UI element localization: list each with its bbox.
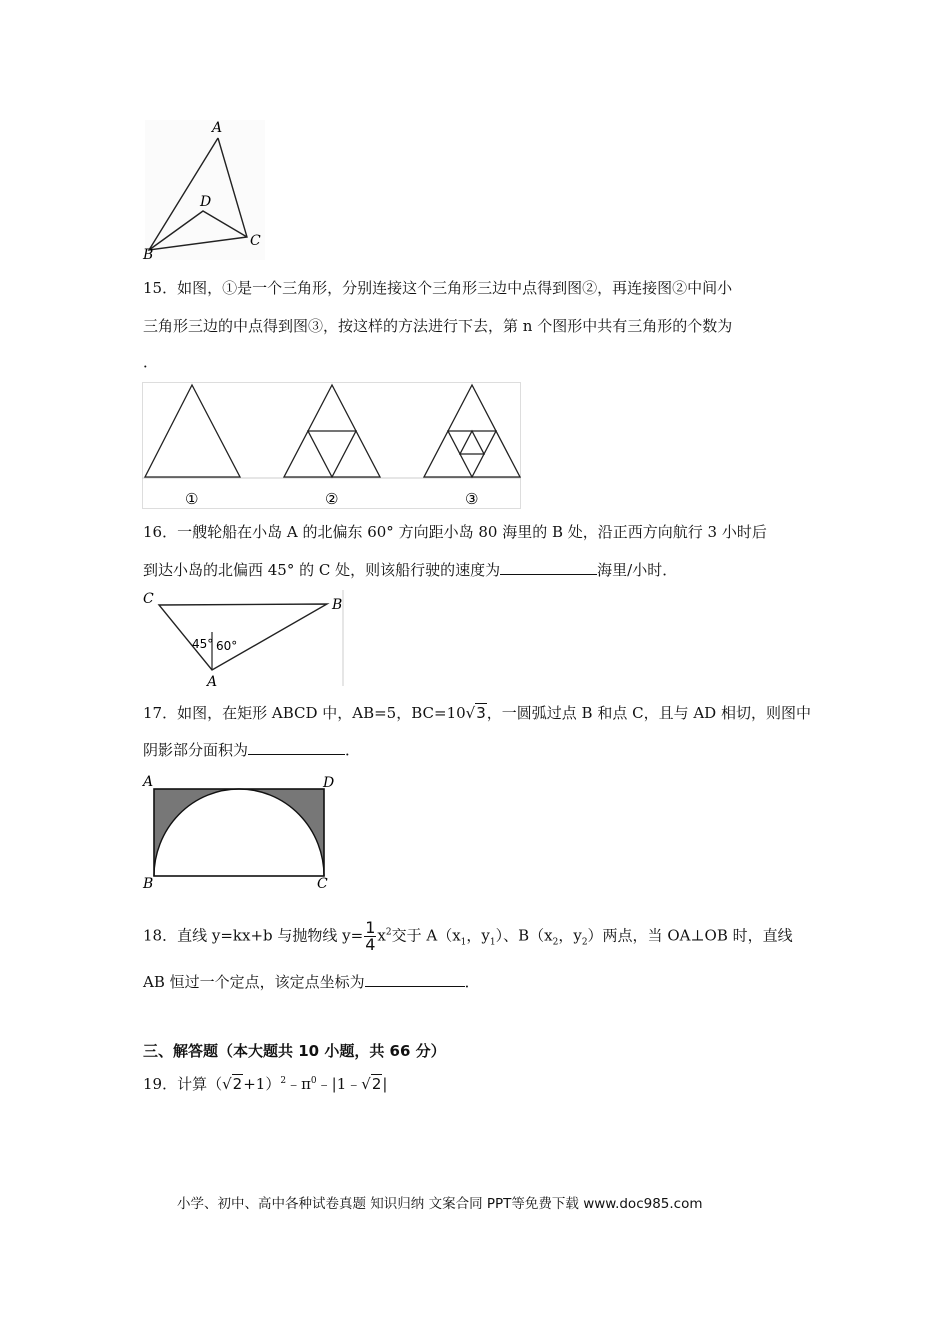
answer-blank-q18[interactable]	[365, 972, 465, 987]
q15-line1: 15．如图，①是一个三角形，分别连接这个三角形三边中点得到图②，再连接图②中间小	[143, 279, 733, 297]
q19-line: 19．计算$(√2+1)^2﹣\pi^0﹣|1﹣√2|$	[143, 1075, 388, 1093]
label-C: C	[143, 591, 154, 607]
label-B: B	[143, 247, 154, 263]
fraction-1-4: $\frac{1}{4}$	[365, 918, 376, 954]
figure-q15-triangles	[142, 382, 522, 510]
q18-line1: 18．直线 y=kx+b 与抛物线 y= $\frac{1}{4}$ $x^2$交于 $A(x_1$，$y_1$）、$B(x_2$，$y_2$）两点，当 OA⊥OB 时，直线	[143, 918, 793, 954]
caption-3: ③	[465, 490, 479, 508]
caption-1: ①	[185, 490, 199, 508]
sqrt-2-a: √2	[222, 1075, 243, 1093]
q16-line1: 16．一艘轮船在小岛 A 的北偏东 60° 方向距小岛 80 海里的 B 处，沿正西方向航行 3 小时后	[143, 523, 767, 541]
answer-blank-q16[interactable]	[500, 560, 597, 575]
q16-line2-post: 海里/小时．	[597, 561, 678, 579]
q16-line2	[143, 560, 677, 580]
label-C: C	[250, 233, 261, 249]
label-C: C	[317, 876, 328, 892]
q17-line1-pre: 17．如图，在矩形 ABCD 中，AB=5，BC=10	[143, 704, 466, 722]
x-var: x	[377, 926, 386, 945]
angle-60: 60°	[216, 639, 238, 653]
sqrt-2-b: √2	[361, 1075, 382, 1093]
label-D: D	[323, 775, 335, 791]
label-A: A	[212, 120, 223, 136]
figure-q17-rectangle	[140, 770, 340, 892]
q16-line2-pre: 到达小岛的北偏西 45° 的 C 处，则该船行驶的速度为	[143, 561, 501, 579]
caption-2: ②	[325, 490, 339, 508]
sqrt-3: √3	[465, 704, 486, 722]
label-D: D	[200, 194, 212, 210]
angle-45: 45°	[192, 637, 214, 651]
page-footer: 小学、初中、高中各种试卷真题 知识归纳 文案合同 PPT等免费下载 www.doc985.com	[177, 1196, 703, 1212]
label-A: A	[143, 774, 154, 790]
q17-line2-pre: 阴影部分面积为	[143, 741, 249, 759]
q17-line1	[143, 703, 811, 723]
q18-line2-post: ．	[464, 973, 480, 991]
label-B: B	[143, 876, 154, 892]
q17-line2-post: ．	[345, 741, 361, 759]
q17-line2	[143, 740, 360, 760]
figure-q14-triangle	[140, 118, 270, 263]
figure-q16-ship	[140, 590, 350, 688]
q18-line2	[143, 972, 480, 992]
q15-line2: 三角形三边的中点得到图③，按这样的方法进行下去，第 n 个图形中共有三角形的个数为	[143, 317, 733, 335]
label-B: B	[332, 597, 343, 613]
label-A: A	[207, 674, 218, 688]
answer-blank-q17[interactable]	[248, 740, 345, 755]
section-3-heading: 三、解答题（本大题共 10 小题，共 66 分）	[143, 1042, 446, 1060]
q18-line1-pre: 18．直线 y=kx+b 与抛物线 y=	[143, 926, 364, 945]
q15-line3: ．	[143, 353, 159, 371]
q17-line1-post: ，一圆弧过点 B 和点 C，且与 AD 相切，则图中	[486, 704, 811, 722]
q18-line2-pre: AB 恒过一个定点，该定点坐标为	[143, 973, 365, 991]
